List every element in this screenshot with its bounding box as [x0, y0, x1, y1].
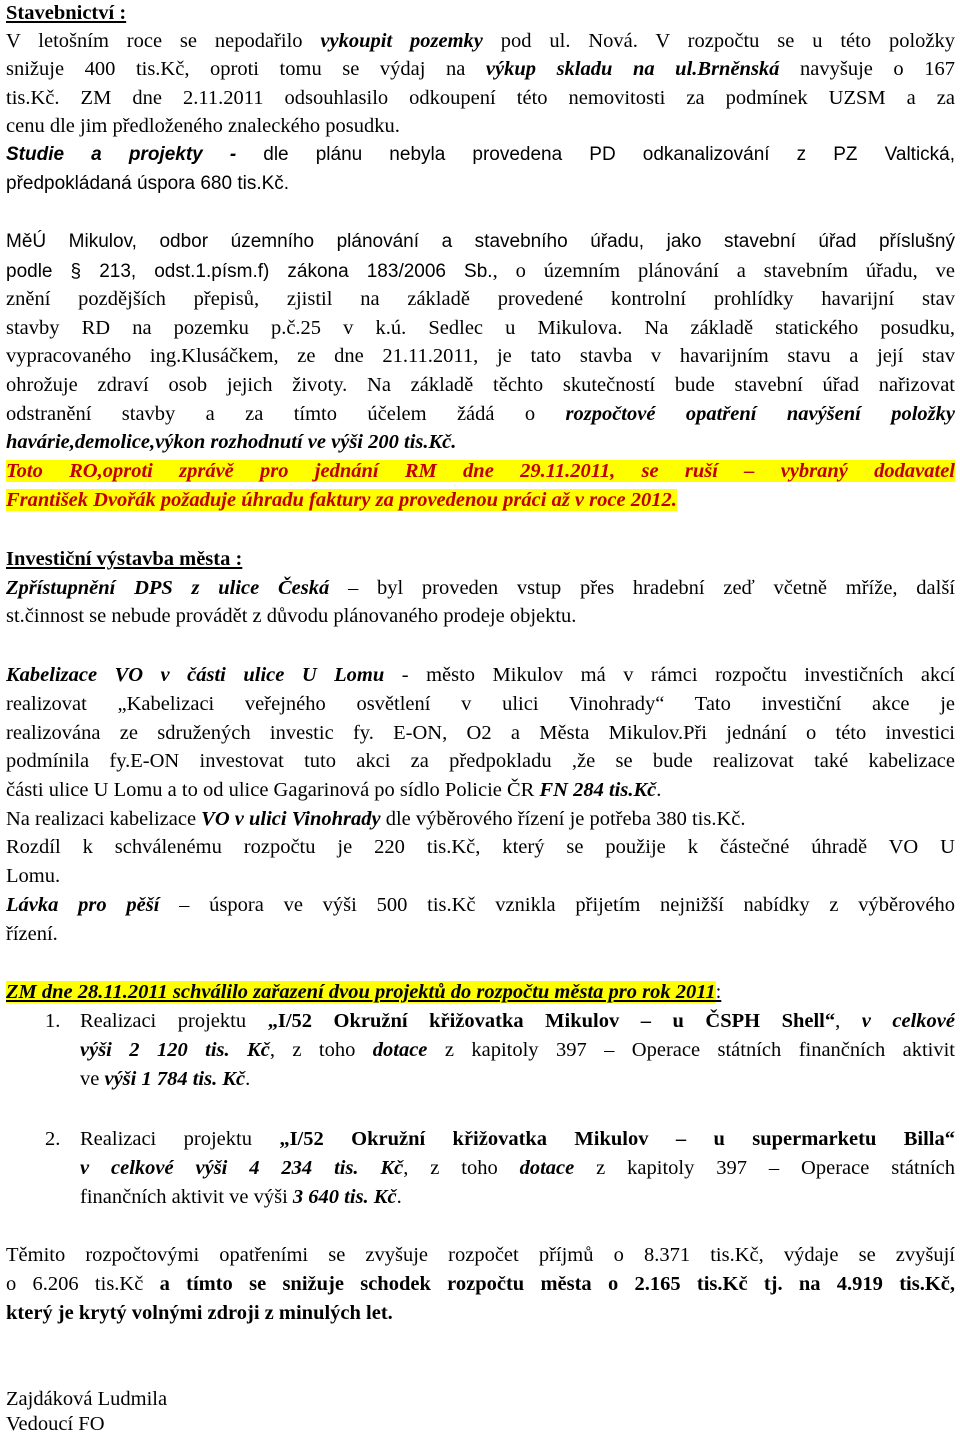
paragraph-line: realizována ze sdružených investic fy. E-ON, O2 a Města Mikulov.Při jednání o této investici [6, 722, 955, 744]
paragraph-line: realizovat „Kabelizaci veřejného osvětlení v ulici Vinohrady“ Tato investiční akce je [6, 693, 955, 715]
paragraph-line: V letošním roce se nepodařilo vykoupit pozemky pod ul. Nová. V rozpočtu se u této položky [6, 30, 955, 52]
section-heading-investicni: Investiční výstavba města : [6, 548, 243, 570]
list-item-line: Realizaci projektu „I/52 Okružní křižovatka Mikulov – u supermarketu Billa“ [80, 1128, 955, 1150]
paragraph-line: snižuje 400 tis.Kč, oproti tomu se výdaj na výkup skladu na ul.Brněnská navyšuje o 167 [6, 58, 955, 80]
list-item-line: Realizaci projektu „I/52 Okružní křižovatka Mikulov – u ČSPH Shell“, v celkové [80, 1010, 955, 1032]
highlighted-note-line: Toto RO,oproti zprávě pro jednání RM dne 29.11.2011, se ruší – vybraný dodavatel [6, 460, 955, 482]
paragraph-line: řízení. [6, 923, 58, 945]
list-item-line: v celkové výši 4 234 tis. Kč, z toho dotace z kapitoly 397 – Operace státních [80, 1157, 955, 1179]
paragraph-line: Studie a projekty - dle plánu nebyla provedena PD odkanalizování z PZ Valtická, [6, 144, 955, 165]
list-number: 2. [45, 1128, 61, 1150]
paragraph-line: o 6.206 tis.Kč a tímto se snižuje schodek rozpočtu města o 2.165 tis.Kč tj. na 4.919 tis.Kč, [6, 1273, 955, 1295]
signature-name: Zajdáková Ludmila [6, 1388, 168, 1410]
paragraph-line: Kabelizace VO v části ulice U Lomu - město Mikulov má v rámci rozpočtu investičních akcí [6, 664, 955, 686]
signature-role: Vedoucí FO [6, 1413, 105, 1435]
paragraph-line: cenu dle jim předloženého znaleckého posudku. [6, 115, 400, 137]
list-item-line: ve výši 1 784 tis. Kč. [80, 1068, 251, 1090]
paragraph-line: předpokládaná úspora 680 tis.Kč. [6, 173, 290, 194]
paragraph-line: Těmito rozpočtovými opatřeními se zvyšuje rozpočet příjmů o 8.371 tis.Kč, výdaje se zvyšují [6, 1244, 955, 1266]
list-number: 1. [45, 1010, 61, 1032]
paragraph-line: Zpřístupnění DPS z ulice Česká – byl proveden vstup přes hradební zeď včetně mříže, další [6, 577, 955, 599]
paragraph-line: podmínila fy.E-ON investovat tuto akci za předpokladu ,že se bude realizovat také kabelizace [6, 750, 955, 772]
paragraph-line: havárie,demolice,výkon rozhodnutí ve výši 200 tis.Kč. [6, 431, 457, 453]
paragraph-line: vypracovaného ing.Klusáčkem, ze dne 21.11.2011, je tato stavba v havarijním stavu a její stav [6, 345, 955, 367]
paragraph-line: Lomu. [6, 865, 61, 887]
section-heading-zm: ZM dne 28.11.2011 schválilo zařazení dvou projektů do rozpočtu města pro rok 2011: [6, 981, 722, 1003]
paragraph-line: MěÚ Mikulov, odbor územního plánování a stavebního úřadu, jako stavební úřad příslušný [6, 231, 955, 252]
paragraph-line: stavby RD na pozemku p.č.25 v k.ú. Sedlec u Mikulova. Na základě statického posudku, [6, 317, 955, 339]
paragraph-line: Lávka pro pěší – úspora ve výši 500 tis.Kč vznikla přijetím nejnižší nabídky z výběrového [6, 894, 955, 916]
list-item-line: výši 2 120 tis. Kč, z toho dotace z kapitoly 397 – Operace státních finančních aktivit [80, 1039, 955, 1061]
list-item-line: finančních aktivit ve výši 3 640 tis. Kč. [80, 1186, 402, 1208]
paragraph-line: ohrožuje zdraví osob jejich životy. Na základě těchto skutečností bude stavební úřad nařizovat [6, 374, 955, 396]
highlighted-note-line: František Dvořák požaduje úhradu faktury za provedenou práci až v roce 2012. [6, 489, 677, 511]
paragraph-line: znění pozdějších přepisů, zjistil na základě provedené kontrolní prohlídky havarijní stav [6, 288, 955, 310]
paragraph-line: tis.Kč. ZM dne 2.11.2011 odsouhlasilo odkoupení této nemovitosti za podmínek UZSM a za [6, 87, 955, 109]
paragraph-line: části ulice U Lomu a to od ulice Gagarinová po sídlo Policie ČR FN 284 tis.Kč. [6, 779, 662, 801]
paragraph-line: st.činnost se nebude provádět z důvodu plánovaného prodeje objektu. [6, 605, 577, 627]
paragraph-line: Rozdíl k schválenému rozpočtu je 220 tis.Kč, který se použije k částečné úhradě VO U [6, 836, 955, 858]
section-heading-stavebnictvi: Stavebnictví : [6, 2, 127, 24]
paragraph-line: Na realizaci kabelizace VO v ulici Vinohrady dle výběrového řízení je potřeba 380 tis.Kč. [6, 808, 746, 830]
paragraph-line: podle § 213, odst.1.písm.f) zákona 183/2006 Sb., o územním plánování a stavebním úřadu, ve [6, 260, 955, 282]
paragraph-line: odstranění stavby a za tímto účelem žádá o rozpočtové opatření navýšení položky [6, 403, 955, 425]
paragraph-line: který je krytý volnými zdroji z minulých let. [6, 1302, 393, 1324]
